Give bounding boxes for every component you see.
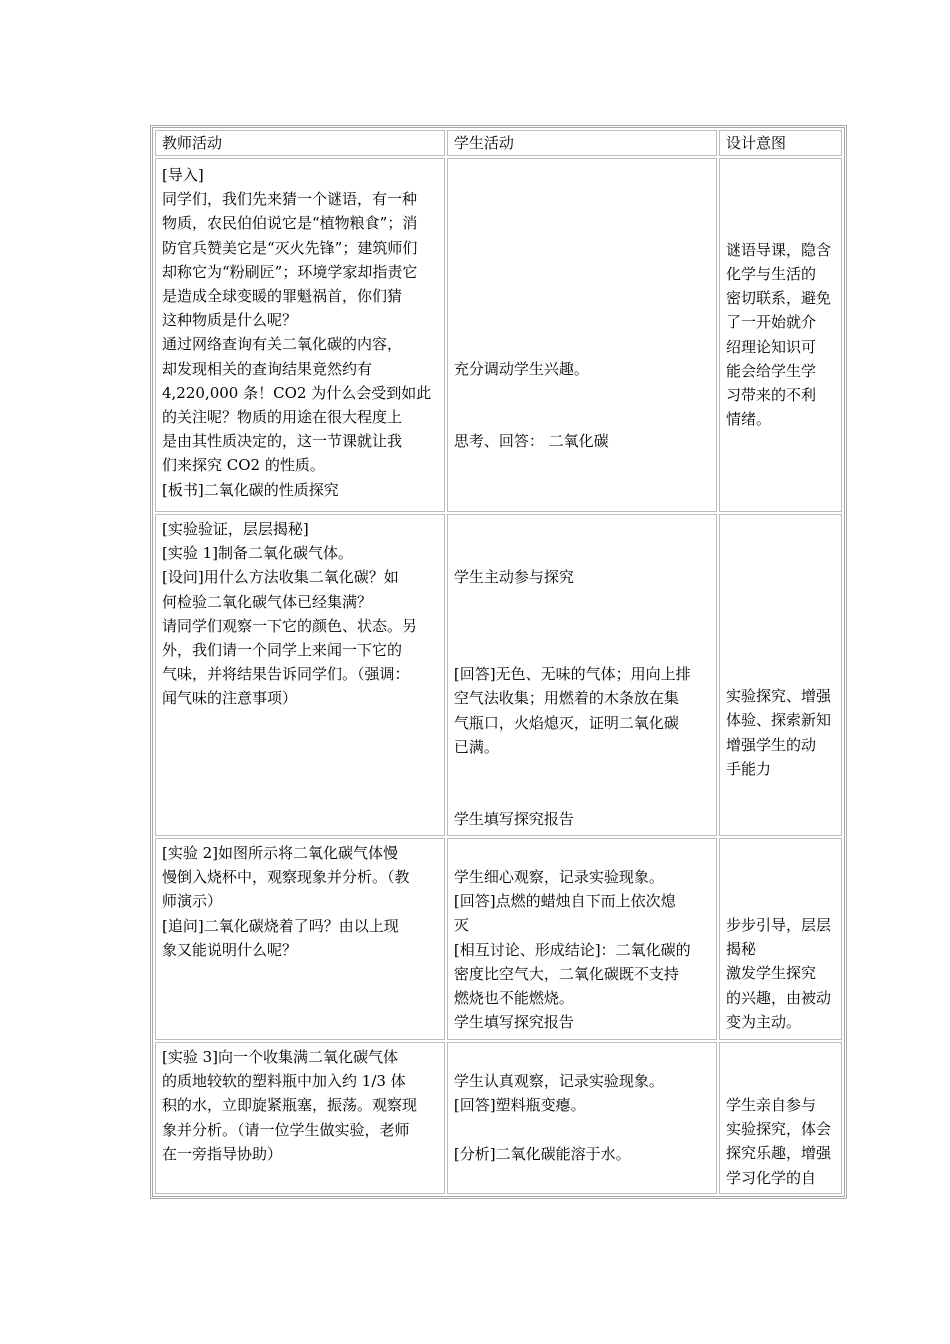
header-design-intent: 设计意图 — [719, 130, 842, 156]
text-line: 情绪。 — [725, 410, 771, 429]
text-line: 空气法收集；用燃着的木条放在集 — [453, 689, 679, 708]
text-line: [回答]塑料瓶变瘪。 — [453, 1096, 586, 1115]
student-activity-cell — [447, 838, 717, 1040]
header-student-activity: 学生活动 — [447, 130, 717, 156]
text-line: 揭秘 — [725, 940, 756, 959]
text-line: 的兴趣，由被动 — [725, 988, 831, 1007]
text-line: 激发学生探究 — [725, 964, 816, 983]
text-line: 习带来的不利 — [725, 385, 816, 404]
text-line: [设问]用什么方法收集二氧化碳？如 — [162, 568, 399, 587]
text-line: 能会给学生学 — [725, 361, 816, 380]
text-line: 灭 — [453, 916, 469, 935]
text-line: 师演示） — [162, 892, 223, 911]
design-intent-cell — [719, 158, 842, 512]
text-line: [相互讨论、形成结论]：二氧化碳的 — [453, 940, 691, 959]
text-line: 通过网络查询有关二氧化碳的内容， — [162, 335, 403, 354]
text-line: 闻气味的注意事项） — [162, 689, 298, 708]
text-line: 增强学生的动 — [725, 735, 816, 754]
text-line: 象并分析。（请一位学生做实验，老师 — [162, 1120, 410, 1139]
text-line: 却发现相关的查询结果竟然约有 — [162, 359, 373, 378]
text-line: 思考、回答： 二氧化碳 — [453, 432, 609, 451]
header-row — [155, 130, 842, 156]
text-line: 学习化学的自 — [725, 1168, 816, 1187]
text-line: 学生填写探究报告 — [453, 810, 574, 829]
header-teacher-activity: 教师活动 — [155, 130, 445, 156]
text-line: 却称它为“粉刷匠”；环境学家却指责它 — [162, 262, 418, 281]
text-line: 变为主动。 — [725, 1012, 801, 1031]
text-line: 物质，农民伯伯说它是“植物粮食”；消 — [162, 214, 418, 233]
teacher-activity-cell — [155, 158, 445, 512]
teacher-activity-cell — [155, 514, 445, 836]
text-line: 化学与生活的 — [725, 264, 816, 283]
text-line: 慢倒入烧杯中，观察现象并分析。（教 — [162, 868, 410, 887]
text-line: 谜语导课，隐含 — [725, 240, 831, 259]
student-activity-cell — [447, 158, 717, 512]
teacher-activity-cell — [155, 838, 445, 1040]
text-line: [板书]二氧化碳的性质探究 — [162, 480, 339, 499]
text-line: [实验 3]向一个收集满二氧化碳气体 — [162, 1048, 399, 1066]
text-line: 4,220,000 条！CO2 为什么会受到如此 — [162, 383, 432, 402]
student-activity-cell — [447, 514, 717, 836]
text-line: 们来探究 CO2 的性质。 — [162, 456, 325, 475]
text-line: 学生认真观察，记录实验现象。 — [453, 1072, 664, 1090]
text-line: [回答]点燃的蜡烛自下而上依次熄 — [453, 892, 676, 911]
lesson-plan-table — [150, 125, 847, 1199]
text-line: 学生主动参与探究 — [453, 568, 574, 587]
text-line: 气味，并将结果告诉同学们。（强调： — [162, 665, 410, 684]
design-intent-cell — [719, 838, 842, 1040]
text-line: [追问]二氧化碳烧着了吗？由以上现 — [162, 916, 399, 935]
text-line: 是造成全球变暖的罪魁祸首，你们猜 — [162, 287, 403, 306]
text-line: 燃烧也不能燃烧。 — [453, 989, 574, 1008]
text-line: 体验、探索新知 — [725, 711, 831, 730]
text-line: 的关注呢？物质的用途在很大程度上 — [162, 408, 403, 427]
text-line: [导入] — [162, 166, 204, 184]
text-line: 气瓶口，火焰熄灭，证明二氧化碳 — [453, 713, 679, 732]
text-line: 学生细心观察，记录实验现象。 — [453, 868, 664, 886]
table-row — [155, 838, 842, 1040]
text-line: 已满。 — [453, 737, 499, 756]
text-line: 学生亲自参与 — [725, 1096, 816, 1114]
text-line: 在一旁指导协助） — [162, 1144, 283, 1163]
text-line: [实验 2]如图所示将二氧化碳气体慢 — [162, 844, 399, 862]
text-line: [实验 1]制备二氧化碳气体。 — [162, 544, 354, 563]
text-line: [分析]二氧化碳能溶于水。 — [453, 1144, 631, 1163]
student-activity-cell — [447, 1042, 717, 1194]
text-line: 防官兵赞美它是“灭火先锋”；建筑师们 — [162, 238, 418, 257]
text-line: 的质地较软的塑料瓶中加入约 1/3 体 — [162, 1072, 406, 1091]
text-line: 了一开始就介 — [725, 313, 816, 332]
text-line: [回答]无色、无味的气体；用向上排 — [453, 665, 691, 684]
teacher-activity-cell — [155, 1042, 445, 1194]
text-line: 请同学们观察一下它的颜色、状态。另 — [162, 616, 418, 635]
design-intent-cell — [719, 1042, 842, 1194]
text-line: 何检验二氧化碳气体已经集满？ — [162, 592, 373, 611]
text-line: 探究乐趣，增强 — [725, 1144, 831, 1163]
text-line: 实验探究，体会 — [725, 1120, 831, 1139]
design-intent-cell — [719, 514, 842, 836]
text-line: 绍理论知识可 — [725, 337, 816, 356]
text-line: 手能力 — [725, 759, 771, 778]
text-line: 步步引导，层层 — [725, 916, 831, 934]
table-row — [155, 158, 842, 512]
text-line: 密度比空气大，二氧化碳既不支持 — [453, 964, 679, 983]
table-row — [155, 1042, 842, 1194]
text-line: 同学们，我们先来猜一个谜语，有一种 — [162, 190, 418, 209]
table-row — [155, 514, 842, 836]
text-line: 象又能说明什么呢？ — [162, 940, 298, 959]
text-line: 充分调动学生兴趣。 — [453, 359, 589, 378]
text-line: 这种物质是什么呢？ — [162, 311, 298, 330]
text-line: 实验探究、增强 — [725, 687, 831, 706]
text-line: 外，我们请一个同学上来闻一下它的 — [162, 641, 403, 660]
text-line: 学生填写探究报告 — [453, 1013, 574, 1032]
text-line: 积的水，立即旋紧瓶塞，振荡。观察现 — [162, 1096, 418, 1115]
text-line: [实验验证，层层揭秘] — [162, 520, 309, 538]
text-line: 是由其性质决定的，这一节课就让我 — [162, 432, 403, 451]
text-line: 密切联系，避免 — [725, 289, 831, 308]
